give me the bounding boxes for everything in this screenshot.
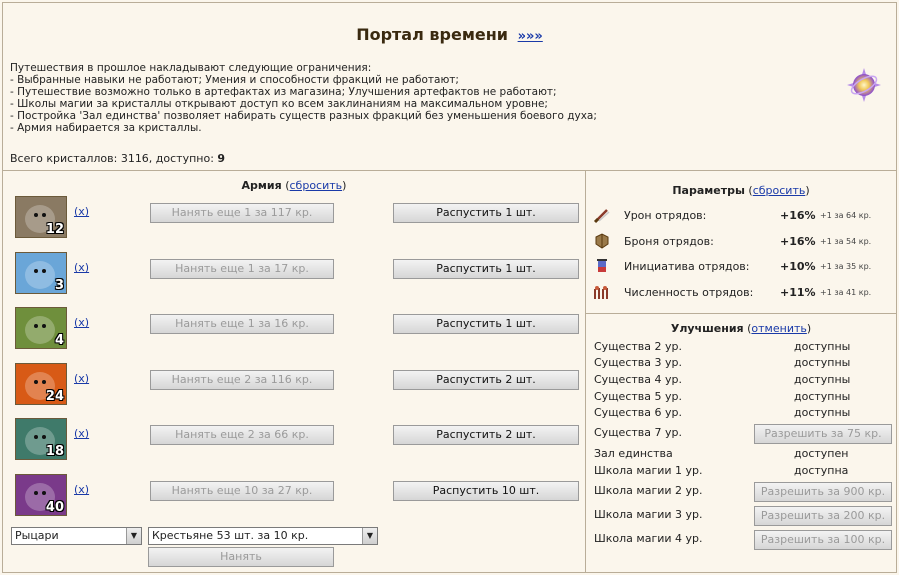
param-row (593, 257, 893, 279)
army-unit-row (15, 474, 580, 518)
portal-icon (846, 67, 882, 103)
unit-portrait (15, 363, 67, 405)
upgrades-cancel-link[interactable]: отменить (751, 322, 807, 335)
unit-quantity: 24 (45, 389, 64, 404)
allow-upgrade-button[interactable]: Разрешить за 200 кр. (754, 506, 892, 526)
param-name: Численность отрядов: (624, 286, 754, 299)
params-divider (586, 313, 896, 314)
unit-portrait (15, 474, 67, 516)
unit-quantity: 12 (45, 222, 64, 237)
unit-portrait (15, 418, 67, 460)
param-upgrade-cost[interactable]: +1 за 64 кр. (820, 211, 872, 220)
creature-select-value: Крестьяне 53 шт. за 10 кр. (152, 529, 309, 542)
param-value: +11% (780, 286, 816, 299)
upgrades-title: Улучшения (отменить) (670, 322, 812, 335)
intro-line: - Путешествие возможно только в артефактах из магазина; Улучшения артефактов не работают; (10, 86, 557, 98)
army-heading: Армия (241, 179, 282, 192)
upgrade-name: Зал единства (594, 447, 673, 460)
param-upgrade-cost[interactable]: +1 за 35 кр. (820, 262, 872, 271)
upgrade-row (594, 426, 894, 442)
troop-count-icon (593, 283, 611, 301)
upgrade-row (594, 484, 894, 500)
param-row (593, 206, 893, 228)
upgrade-row (594, 373, 894, 389)
upgrade-name: Существа 5 ур. (594, 390, 682, 403)
title-link[interactable]: »»» (517, 29, 543, 44)
params-title: Параметры (сбросить) (672, 184, 810, 197)
dismiss-button[interactable]: Распустить 1 шт. (393, 203, 579, 223)
upgrade-status: доступны (794, 340, 851, 353)
param-upgrade-cost[interactable]: +1 за 54 кр. (820, 237, 872, 246)
army-reset-link[interactable]: сбросить (289, 179, 343, 192)
dismiss-button[interactable]: Распустить 1 шт. (393, 314, 579, 334)
upgrade-name: Школа магии 2 ур. (594, 484, 703, 497)
army-title: Армия (сбросить) (241, 179, 347, 192)
allow-upgrade-button[interactable]: Разрешить за 75 кр. (754, 424, 892, 444)
param-value: +10% (780, 260, 816, 273)
unit-quantity: 3 (54, 278, 64, 293)
upgrade-status: доступны (794, 406, 851, 419)
unit-quantity: 18 (45, 444, 64, 459)
army-unit-row (15, 252, 580, 296)
upgrade-name: Существа 6 ур. (594, 406, 682, 419)
upgrade-name: Школа магии 3 ур. (594, 508, 703, 521)
faction-select[interactable] (11, 527, 142, 545)
param-value: +16% (780, 235, 816, 248)
intro-line: - Выбранные навыки не работают; Умения и способности фракций не работают; (10, 74, 459, 86)
param-value: +16% (780, 209, 816, 222)
hire-more-button[interactable]: Нанять еще 1 за 17 кр. (150, 259, 334, 279)
upgrade-name: Школа магии 1 ур. (594, 464, 703, 477)
dropdown-arrow-icon[interactable]: ▼ (362, 528, 377, 544)
page-title: Портал времени (356, 25, 509, 44)
upgrade-row (594, 406, 894, 422)
params-reset-link[interactable]: сбросить (752, 184, 806, 197)
upgrade-status: доступны (794, 356, 851, 369)
remove-unit-link[interactable]: (x) (74, 372, 90, 385)
param-name: Урон отрядов: (624, 209, 707, 222)
dismiss-button[interactable]: Распустить 2 шт. (393, 370, 579, 390)
intro-line: - Постройка 'Зал единства' позволяет набирать существ разных фракций без уменьшения боевого духа; (10, 110, 597, 122)
upgrade-row (594, 390, 894, 406)
unit-portrait (15, 252, 67, 294)
remove-unit-link[interactable]: (x) (74, 483, 90, 496)
army-unit-row (15, 363, 580, 407)
army-unit-row (15, 418, 580, 462)
allow-upgrade-button[interactable]: Разрешить за 100 кр. (754, 530, 892, 550)
param-name: Броня отрядов: (624, 235, 714, 248)
upgrade-row (594, 340, 894, 356)
intro-line: - Школы магии за кристаллы открывают доступ ко всем заклинаниям на максимальном уровне; (10, 98, 548, 110)
dismiss-button[interactable]: Распустить 10 шт. (393, 481, 579, 501)
army-unit-row (15, 196, 580, 240)
params-heading: Параметры (672, 184, 745, 197)
unit-quantity: 40 (45, 500, 64, 515)
army-unit-row (15, 307, 580, 351)
intro-line: - Армия набирается за кристаллы. (10, 122, 202, 134)
upgrade-name: Существа 2 ур. (594, 340, 682, 353)
param-name: Инициатива отрядов: (624, 260, 750, 273)
hire-more-button[interactable]: Нанять еще 2 за 116 кр. (150, 370, 334, 390)
dropdown-arrow-icon[interactable]: ▼ (126, 528, 141, 544)
remove-unit-link[interactable]: (x) (74, 316, 90, 329)
upgrades-heading: Улучшения (670, 322, 744, 335)
upgrade-row (594, 464, 894, 480)
crystals-available: 9 (217, 152, 226, 165)
upgrade-row (594, 532, 894, 548)
param-row (593, 283, 893, 305)
upgrade-status: доступны (794, 373, 851, 386)
page-title-row (3, 25, 896, 44)
initiative-icon (593, 257, 611, 275)
faction-select-value: Рыцари (15, 529, 59, 542)
hire-more-button[interactable]: Нанять еще 2 за 66 кр. (150, 425, 334, 445)
column-divider (585, 171, 586, 572)
header-divider (3, 170, 896, 171)
param-row (593, 232, 893, 254)
crystals-info (10, 152, 225, 165)
upgrade-name: Существа 7 ур. (594, 426, 682, 439)
damage-icon (593, 206, 611, 224)
unit-portrait (15, 307, 67, 349)
hire-more-button[interactable]: Нанять еще 10 за 27 кр. (150, 481, 334, 501)
remove-unit-link[interactable]: (x) (74, 205, 90, 218)
upgrade-row (594, 447, 894, 463)
dismiss-button[interactable]: Распустить 2 шт. (393, 425, 579, 445)
hire-more-button[interactable]: Нанять еще 1 за 16 кр. (150, 314, 334, 334)
remove-unit-link[interactable]: (x) (74, 261, 90, 274)
hire-button[interactable]: Нанять (148, 547, 334, 567)
crystals-label: Всего кристаллов: 3116, доступно: (10, 152, 218, 165)
upgrade-status: доступны (794, 390, 851, 403)
upgrade-name: Существа 4 ур. (594, 373, 682, 386)
intro-line: Путешествия в прошлое накладывают следующие ограничения: (10, 62, 372, 74)
creature-select[interactable] (148, 527, 378, 545)
unit-portrait (15, 196, 67, 238)
portal-panel (2, 2, 897, 573)
upgrade-name: Школа магии 4 ур. (594, 532, 703, 545)
allow-upgrade-button[interactable]: Разрешить за 900 кр. (754, 482, 892, 502)
upgrade-row (594, 356, 894, 372)
upgrade-status: доступна (794, 464, 849, 477)
upgrade-status: доступен (794, 447, 849, 460)
upgrade-row (594, 508, 894, 524)
dismiss-button[interactable]: Распустить 1 шт. (393, 259, 579, 279)
unit-quantity: 4 (54, 333, 64, 348)
remove-unit-link[interactable]: (x) (74, 427, 90, 440)
intro-text (10, 62, 830, 134)
hire-more-button[interactable]: Нанять еще 1 за 117 кр. (150, 203, 334, 223)
armor-icon (593, 232, 611, 250)
param-upgrade-cost[interactable]: +1 за 41 кр. (820, 288, 872, 297)
upgrade-name: Существа 3 ур. (594, 356, 682, 369)
